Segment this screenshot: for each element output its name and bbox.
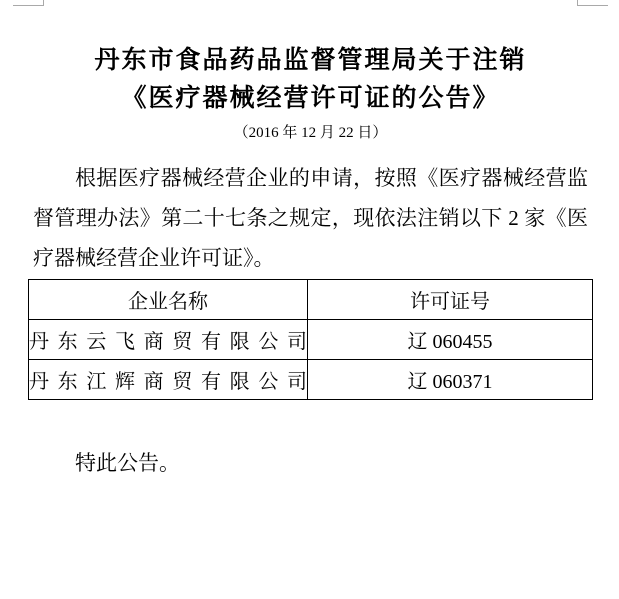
table-header-row [29,280,593,320]
document-date: （2016 年 12 月 22 日） [233,125,388,141]
document-title-line-1: 丹东市食品药品监督管理局关于注销 [94,47,527,74]
license-number-cell: 辽 060371 [308,360,593,400]
closing-statement: 特此公告。 [75,451,180,475]
body-line: 督管理办法》第二十七条之规定，现依法注销以下 2 家《医 [33,206,588,230]
company-name-cell: 丹东云飞商贸有限公司 [29,320,308,360]
column-header-license-number: 许可证号 [308,280,593,320]
body-line: 根据医疗器械经营企业的申请，按照《医疗器械经营监 [75,166,588,190]
document-title-line-2: 《医疗器械经营许可证的公告》 [121,85,500,112]
document-content [29,42,588,475]
body-line: 疗器械经营企业许可证》。 [33,246,275,270]
body-paragraph [33,158,588,278]
margin-crop-mark-top-left [13,0,44,6]
column-header-company-name: 企业名称 [29,280,308,320]
table-row [29,320,593,360]
license-table [28,279,593,400]
table-row [29,360,593,400]
license-number-cell: 辽 060455 [308,320,593,360]
margin-crop-mark-top-right [577,0,608,6]
company-name-cell: 丹东江辉商贸有限公司 [29,360,308,400]
